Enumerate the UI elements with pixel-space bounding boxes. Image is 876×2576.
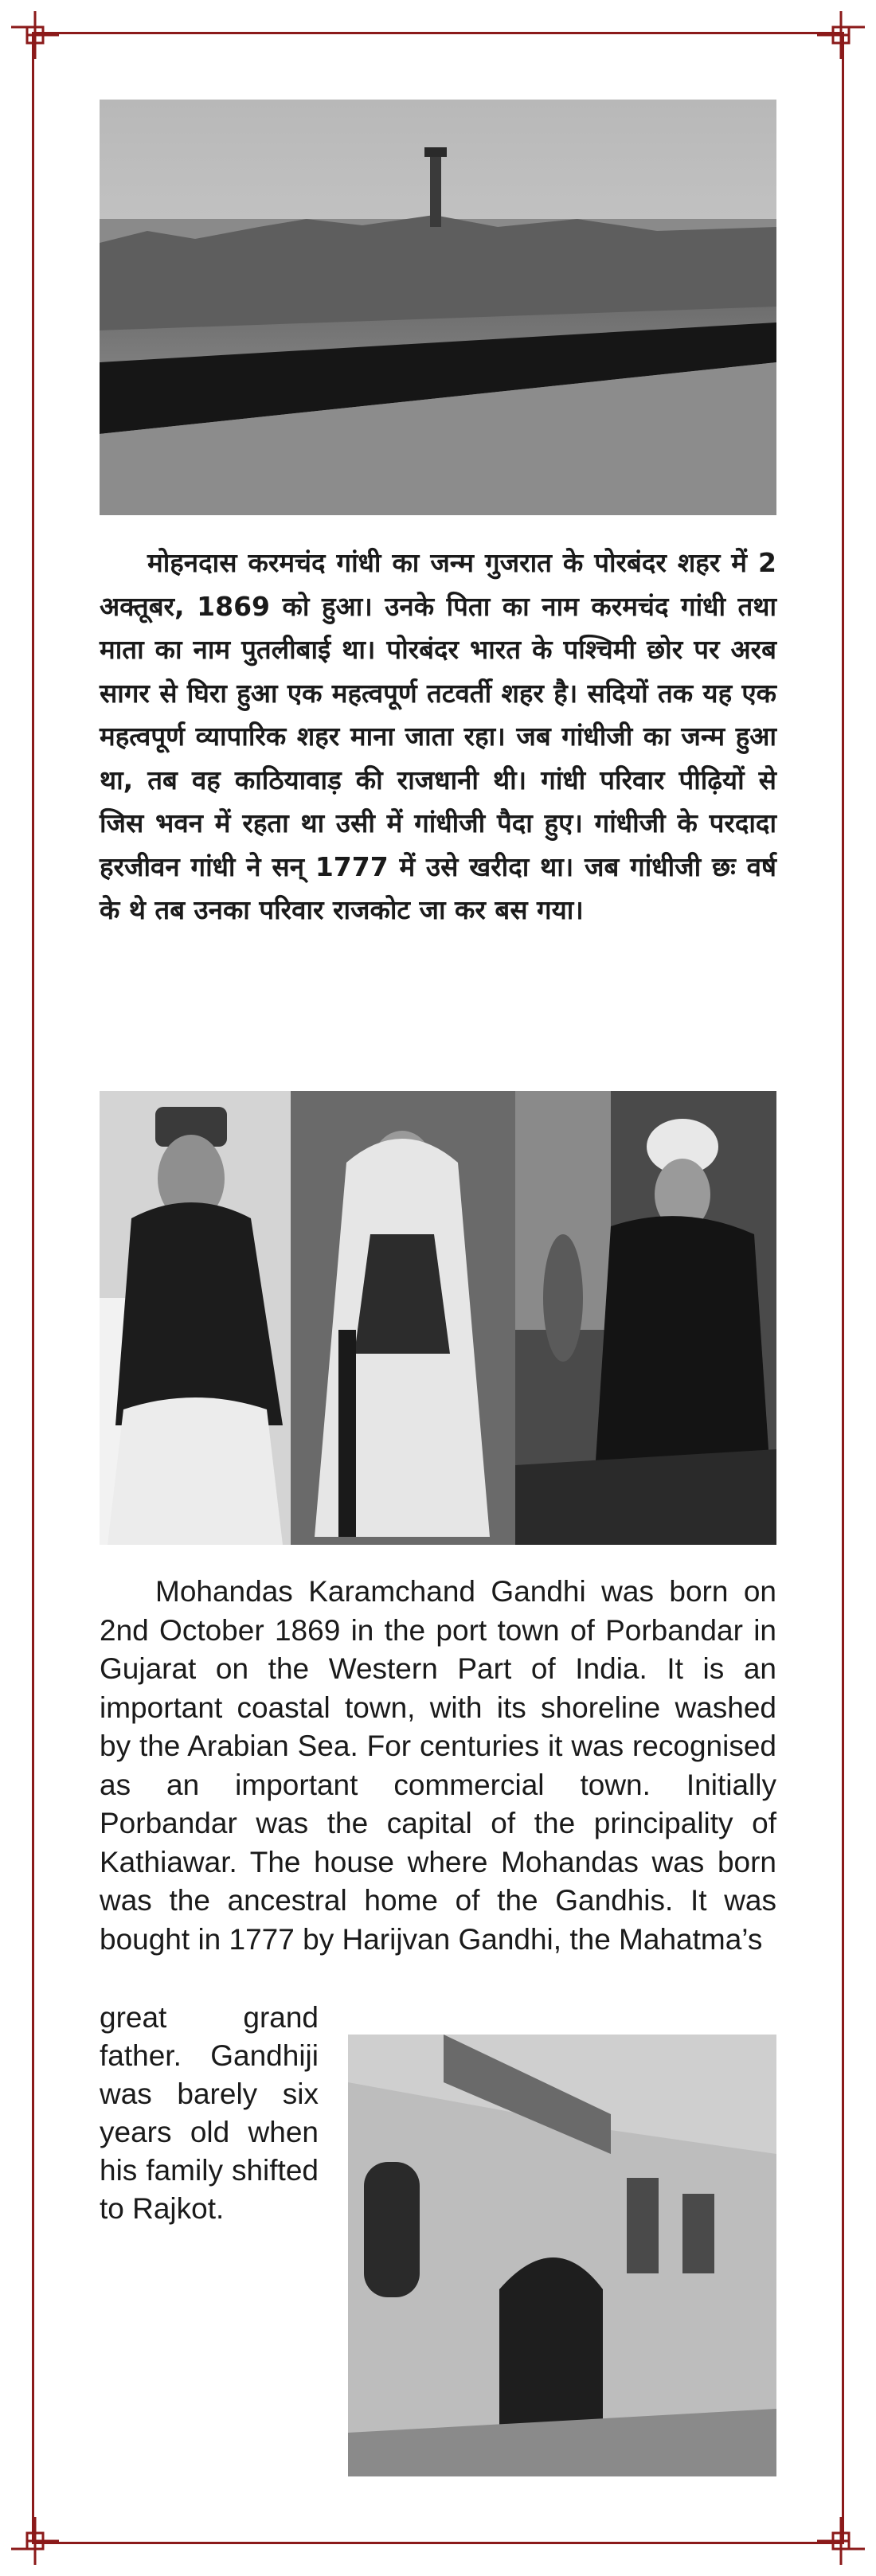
young-gandhi-portrait — [100, 1091, 291, 1545]
corner-ornament-bottom-right — [817, 2517, 865, 2565]
mother-putlibai-portrait — [291, 1091, 515, 1545]
corner-ornament-bottom-left — [11, 2517, 59, 2565]
corner-ornament-top-right — [817, 11, 865, 59]
hindi-paragraph: मोहनदास करमचंद गांधी का जन्म गुजरात के पोरबंदर शहर में 2 अक्तूबर, 1869 को हुआ। उनके पिता का नाम करमचंद गांधी तथा माता का नाम पुतलीबाई था। पोरबंदर भारत के पश्चिमी छोर पर अरब सागर से घिरा हुआ एक महत्वपूर्ण तटवर्ती शहर है। सदियों तक यह एक महत्वपूर्ण व्यापारिक शहर माना जाता रहा। जब गांधीजी का जन्म हुआ था, तब वह काठियावाड़ की राजधानी थी। गांधी परिवार पीढ़ियों से जिस भवन में रहता था उसी में गांधीजी पैदा हुए। गांधीजी के परदादा हरजीवन गांधी ने सन् 1777 में उसे खरीदा था। जब गांधीजी छः वर्ष के थे तब उनका परिवार राजकोट जा कर बस गया। — [100, 547, 776, 925]
english-paragraph-continued: great grand father. Gandhiji was barely six years old when his family shifted to Rajkot. — [100, 2001, 319, 2225]
porbandar-coast-photo — [100, 100, 776, 515]
father-karamchand-portrait — [515, 1091, 776, 1545]
ancestral-house-photo — [348, 2035, 776, 2476]
english-paragraph: Mohandas Karamchand Gandhi was born on 2nd October 1869 in the port town of Porbandar in Gujarat on the Western Part of India. It is an important coastal town, with its shoreline washed by the Arabian Sea. For centuries it was recognised as an important commercial town. Initially Porbandar was the capital of the principality of Kathiawar. The house where Mohandas was born was the ancestral home of the Gandhis. It was bought in 1777 by Harijvan Gandhi, the Mahatma’s — [100, 1575, 776, 1956]
corner-ornament-top-left — [11, 11, 59, 59]
